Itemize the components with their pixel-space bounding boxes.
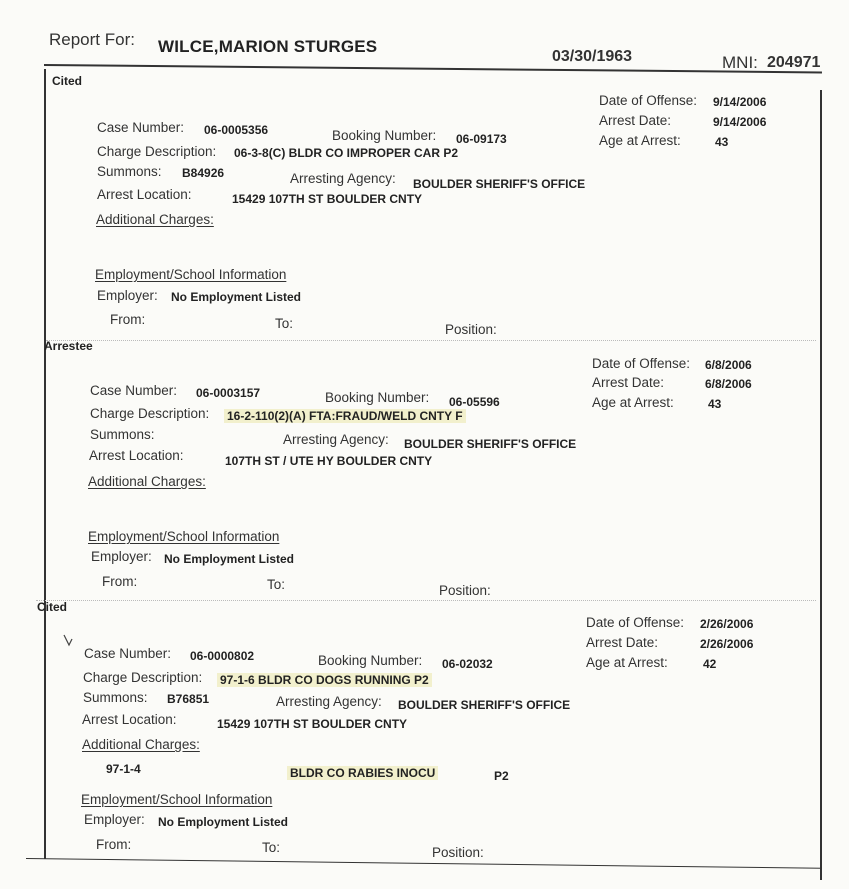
date-of-offense-value: 9/14/2006 (713, 95, 767, 109)
employer-value: No Employment Listed (171, 290, 302, 304)
arresting-agency-value: BOULDER SHERIFF'S OFFICE (398, 698, 571, 712)
age-at-arrest-value: 43 (708, 397, 722, 411)
to-label: To: (262, 840, 281, 855)
additional-charge-code: 97-1-4 (106, 762, 141, 776)
position-label: Position: (439, 583, 491, 598)
booking-number-value: 06-05596 (449, 395, 500, 409)
age-at-arrest-value: 42 (703, 657, 717, 671)
charge-description-value: 97-1-6 BLDR CO DOGS RUNNING P2 (217, 673, 432, 687)
case-number-value: 06-0003157 (196, 386, 261, 400)
to-label: To: (275, 316, 294, 331)
report-for-label: Report For: (49, 30, 135, 49)
header-rule (44, 64, 822, 73)
additional-charges-label: Additional Charges: (82, 737, 200, 752)
case-number-value: 06-0000802 (190, 649, 255, 663)
employment-info-heading: Employment/School Information (95, 267, 287, 282)
employer-label: Employer: (97, 288, 158, 303)
employer-label: Employer: (91, 549, 152, 564)
arrest-date-label: Arrest Date: (592, 375, 665, 390)
additional-charges-label: Additional Charges: (88, 474, 206, 489)
summons-value: B84926 (182, 166, 225, 180)
case-number-value: 06-0005356 (204, 123, 269, 137)
position-label: Position: (432, 845, 484, 860)
frame-right (820, 90, 822, 880)
arresting-agency-label: Arresting Agency: (276, 694, 382, 709)
position-label: Position: (445, 322, 497, 337)
employment-info-heading: Employment/School Information (81, 792, 273, 807)
charge-description-value: 16-2-110(2)(A) FTA:FRAUD/WELD CNTY F (224, 409, 466, 423)
additional-charge-description: BLDR CO RABIES INOCU (287, 766, 438, 780)
date-of-offense-value: 6/8/2006 (705, 358, 752, 372)
arresting-agency-value: BOULDER SHERIFF'S OFFICE (404, 437, 577, 451)
subject-name: WILCE,MARION STURGES (158, 37, 378, 56)
date-of-offense-label: Date of Offense: (599, 93, 698, 108)
arrest-date-value: 6/8/2006 (705, 377, 752, 391)
charge-description-label: Charge Description: (90, 406, 210, 421)
case-number-label: Case Number: (97, 120, 185, 135)
summons-value: B76851 (167, 692, 210, 706)
charge-description-label: Charge Description: (83, 670, 203, 685)
charge-description-value: 06-3-8(C) BLDR CO IMPROPER CAR P2 (234, 146, 459, 160)
date-of-offense-label: Date of Offense: (592, 356, 691, 371)
booking-number-value: 06-09173 (456, 132, 507, 146)
case-number-label: Case Number: (90, 383, 178, 398)
record-separator (46, 340, 816, 341)
booking-number-label: Booking Number: (318, 653, 423, 668)
employer-label: Employer: (84, 812, 145, 827)
summons-label: Summons: (90, 427, 155, 442)
age-at-arrest-label: Age at Arrest: (592, 395, 674, 410)
additional-charges-label: Additional Charges: (96, 212, 214, 227)
arrest-location-value: 15429 107TH ST BOULDER CNTY (232, 192, 423, 206)
arrest-date-label: Arrest Date: (586, 635, 659, 650)
from-label: From: (96, 837, 132, 852)
arresting-agency-label: Arresting Agency: (283, 432, 389, 447)
arrest-location-label: Arrest Location: (97, 187, 192, 202)
frame-bottom (26, 858, 822, 869)
summons-label: Summons: (83, 690, 148, 705)
age-at-arrest-label: Age at Arrest: (599, 133, 681, 148)
booking-number-label: Booking Number: (332, 128, 437, 143)
age-at-arrest-label: Age at Arrest: (586, 655, 668, 670)
booking-number-value: 06-02032 (442, 657, 493, 671)
age-at-arrest-value: 43 (715, 135, 729, 149)
arrest-location-label: Arrest Location: (82, 712, 177, 727)
employment-info-heading: Employment/School Information (88, 529, 280, 544)
mni-label: MNI: (722, 53, 758, 72)
case-number-label: Case Number: (84, 646, 172, 661)
arrest-date-label: Arrest Date: (599, 113, 672, 128)
additional-charge-class: P2 (494, 769, 509, 783)
booking-number-label: Booking Number: (325, 390, 430, 405)
arrest-location-value: 107TH ST / UTE HY BOULDER CNTY (225, 454, 433, 468)
arresting-agency-label: Arresting Agency: (290, 171, 396, 186)
arrest-location-value: 15429 107TH ST BOULDER CNTY (217, 717, 408, 731)
date-of-offense-value: 2/26/2006 (700, 617, 754, 631)
employer-value: No Employment Listed (158, 815, 289, 829)
from-label: From: (102, 574, 138, 589)
arresting-agency-value: BOULDER SHERIFF'S OFFICE (413, 177, 586, 191)
employer-value: No Employment Listed (164, 552, 295, 566)
record-separator (36, 600, 816, 601)
to-label: To: (267, 577, 286, 592)
record-type: Cited (52, 74, 82, 88)
charge-description-label: Charge Description: (97, 144, 217, 159)
arrest-date-value: 2/26/2006 (700, 637, 754, 651)
record-type: Arrestee (44, 339, 93, 353)
arrest-date-value: 9/14/2006 (713, 115, 767, 129)
mni-value: 204971 (767, 54, 821, 71)
date-of-offense-label: Date of Offense: (586, 615, 685, 630)
checkmark-icon (62, 633, 78, 653)
arrest-location-label: Arrest Location: (89, 448, 184, 463)
from-label: From: (110, 312, 146, 327)
frame-left (44, 69, 46, 859)
record-type: Cited (37, 600, 67, 614)
summons-label: Summons: (97, 164, 162, 179)
date-of-birth: 03/30/1963 (552, 48, 633, 65)
